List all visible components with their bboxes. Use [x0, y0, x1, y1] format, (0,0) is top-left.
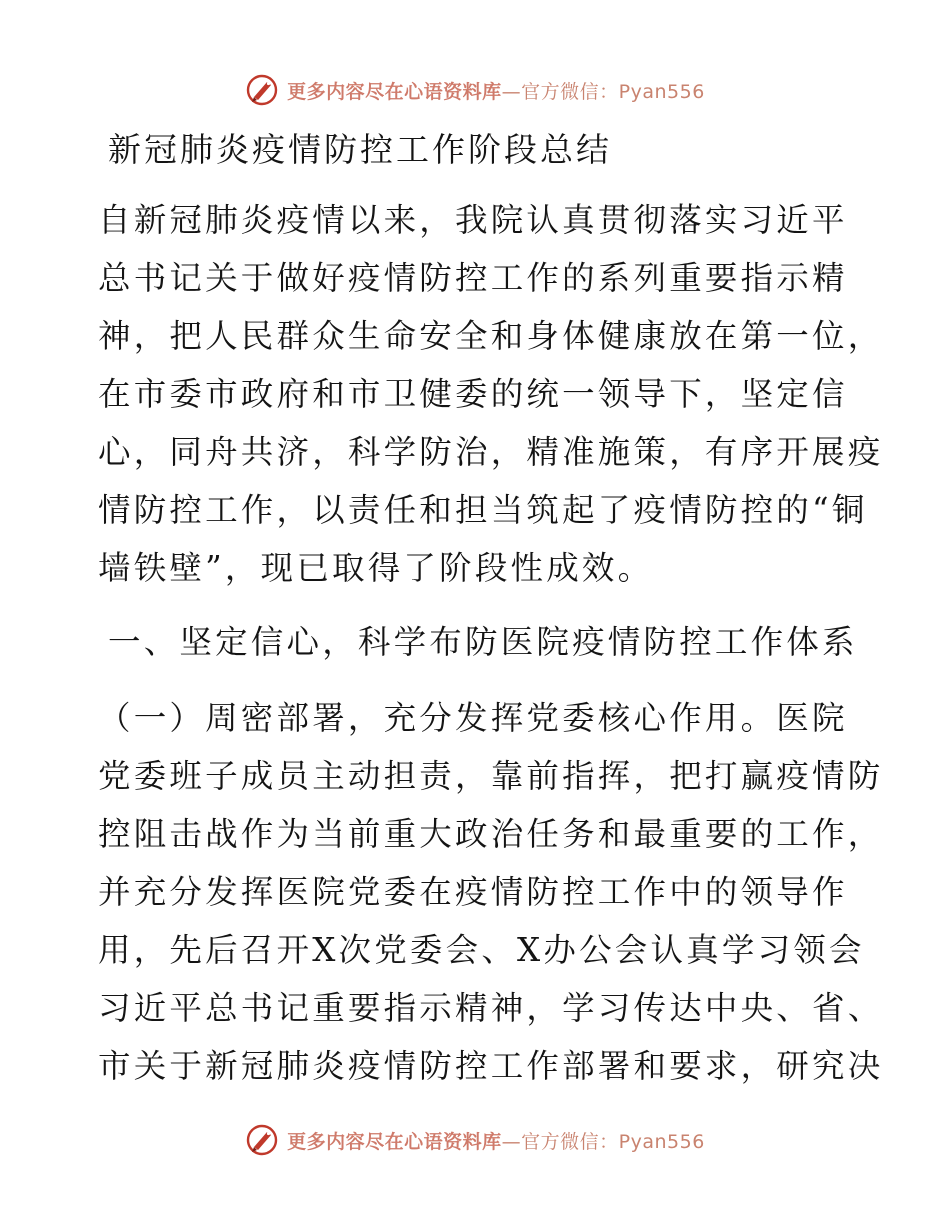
paragraph-line: 心，同舟共济，科学防治，精准施策，有序开展疫: [98, 433, 884, 471]
watermark-wechat: 官方微信：Pyan556: [521, 80, 705, 103]
header-watermark: [0, 70, 950, 110]
watermark-brand: 更多内容尽在心语资料库: [287, 80, 502, 103]
paragraph-line: 神，把人民群众生命安全和身体健康放在第一位，: [98, 317, 884, 355]
section-heading: 一、坚定信心，科学布防医院疫情防控工作体系: [108, 623, 858, 661]
paragraph-line: 习近平总书记重要指示精神，学习传达中央、省、: [98, 989, 884, 1027]
paragraph-line: 自新冠肺炎疫情以来，我院认真贯彻落实习近平: [98, 201, 848, 239]
document-title: 新冠肺炎疫情防控工作阶段总结: [108, 130, 612, 169]
intro-paragraph: [98, 191, 884, 597]
watermark-wechat: 官方微信：Pyan556: [521, 1130, 705, 1153]
pen-logo-icon: [245, 73, 279, 107]
paragraph-line: 并充分发挥医院党委在疫情防控工作中的领导作: [98, 873, 848, 911]
paragraph-line: 用，先后召开X次党委会、X办公会认真学习领会: [98, 931, 865, 969]
paragraph-line: 控阻击战作为当前重大政治任务和最重要的工作，: [98, 815, 884, 853]
pen-logo-icon: [245, 1123, 279, 1157]
watermark-brand: 更多内容尽在心语资料库: [287, 1130, 502, 1153]
paragraph-line: 市关于新冠肺炎疫情防控工作部署和要求，研究决: [98, 1047, 884, 1085]
watermark-separator: —: [501, 1130, 522, 1153]
paragraph-line: 在市委市政府和市卫健委的统一领导下，坚定信: [98, 375, 848, 413]
paragraph-line: （一）周密部署，充分发挥党委核心作用。医院: [98, 699, 848, 737]
paragraph-line: 情防控工作，以责任和担当筑起了疫情防控的“铜: [98, 491, 868, 529]
paragraph-line: 党委班子成员主动担责，靠前指挥，把打赢疫情防: [98, 757, 884, 795]
paragraph-line: 墙铁壁”，现已取得了阶段性成效。: [98, 549, 654, 587]
section-paragraph: [98, 689, 884, 1095]
footer-watermark: [0, 1120, 950, 1160]
watermark-separator: —: [501, 80, 522, 103]
paragraph-line: 总书记关于做好疫情防控工作的系列重要指示精: [98, 259, 848, 297]
